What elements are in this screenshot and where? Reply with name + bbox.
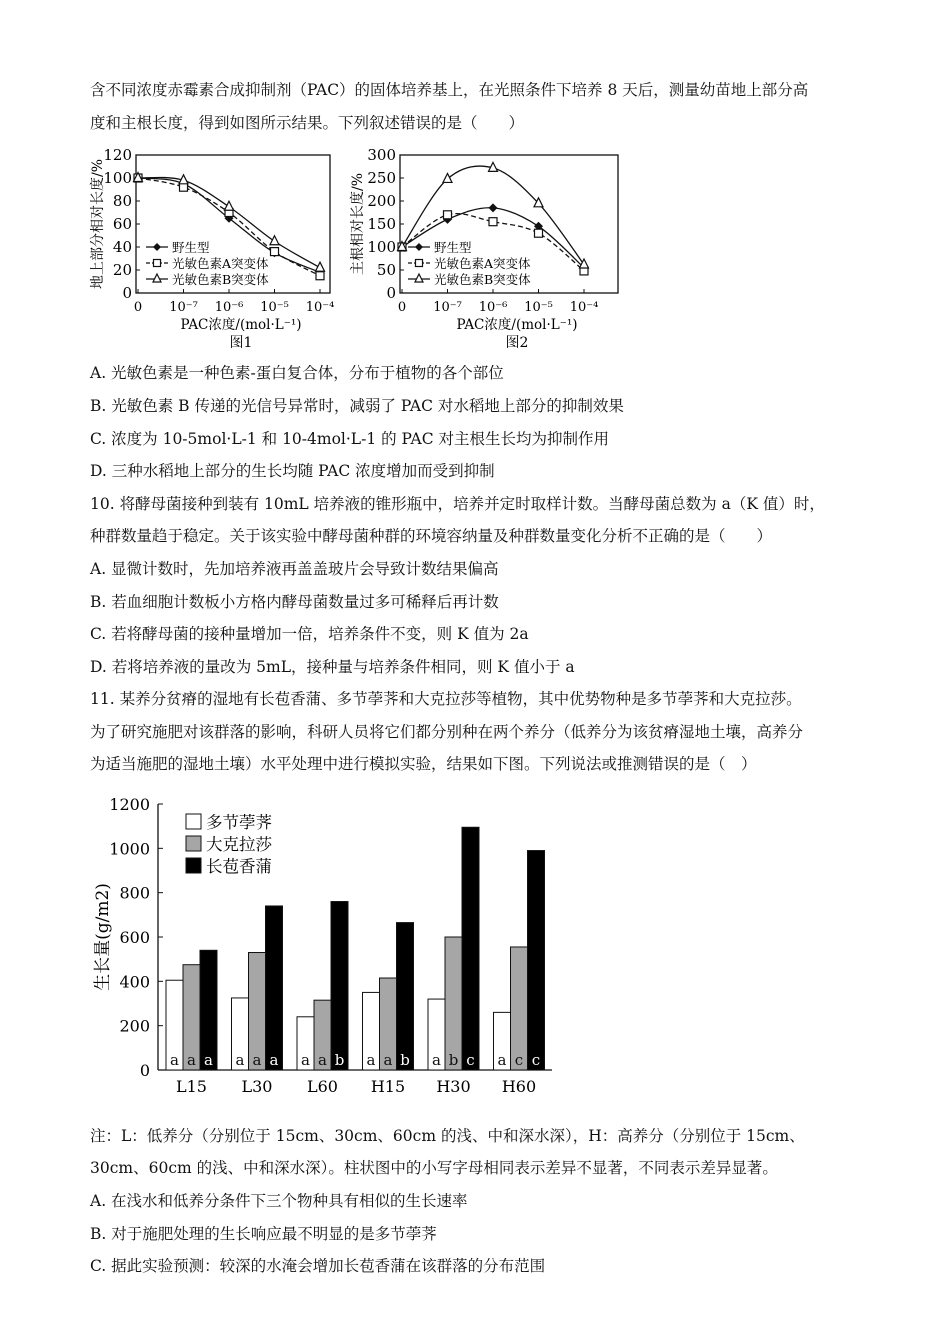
x-tick-label: 10⁻⁷ <box>433 300 462 315</box>
legend-label: 野生型 <box>434 240 472 255</box>
question-10: 10. 将酵母菌接种到装有 10mL 培养液的锥形瓶中，培养并定时取样计数。当酵母菌总数为 a（K 值）时， <box>90 495 825 513</box>
significance-letter: a <box>235 1051 245 1069</box>
option-b: B. 对于施肥处理的生长响应最不明显的是多节荸荠 <box>90 1225 437 1243</box>
text-line: 含不同浓度赤霉素合成抑制剂（PAC）的固体培养基上，在光照条件下培养 8 天后，测量幼苗地上部分高 <box>90 81 809 99</box>
note: 30cm、60cm 的浅、中和深水深）。柱状图中的小写字母相同表示差异不显著，不同表示差异显著。 <box>90 1159 778 1177</box>
significance-letter: a <box>301 1051 310 1069</box>
y-tick-label: 800 <box>119 883 150 903</box>
significance-letter: a <box>497 1051 507 1069</box>
y-tick-label: 50 <box>376 261 396 279</box>
data-point <box>316 262 325 271</box>
question-11: 11. 某养分贫瘠的湿地有长苞香蒲、多节荸荠和大克拉莎等植物，其中优势物种是多节荸荠和大克拉莎。 <box>90 690 802 708</box>
data-point <box>489 218 497 226</box>
significance-letter: a <box>170 1051 179 1069</box>
x-tick-label: H15 <box>370 1077 406 1096</box>
y-tick-label: 100 <box>103 169 132 187</box>
y-tick-label: 1000 <box>109 839 150 859</box>
significance-letter: a <box>269 1051 279 1069</box>
option-d: D. 三种水稻地上部分的生长均随 PAC 浓度增加而受到抑制 <box>90 462 495 480</box>
data-point <box>153 274 161 282</box>
x-tick-label: H60 <box>501 1077 537 1096</box>
data-point <box>415 243 423 251</box>
x-tick-label: 10⁻⁴ <box>569 300 599 315</box>
legend-swatch <box>186 858 201 873</box>
bar-chart <box>90 788 570 1108</box>
significance-letter: c <box>514 1051 524 1069</box>
option-a: A. 光敏色素是一种色素-蛋白复合体，分布于植物的各个部位 <box>90 364 504 382</box>
significance-letter: a <box>204 1051 213 1069</box>
y-tick-label: 0 <box>122 284 132 302</box>
x-tick-label: 10⁻⁴ <box>305 300 335 315</box>
y-tick-label: 150 <box>367 215 396 233</box>
x-tick-label: L15 <box>176 1077 207 1096</box>
legend-label: 光敏色素A突变体 <box>172 256 269 271</box>
y-tick-label: 400 <box>119 972 150 992</box>
significance-letter: c <box>531 1051 541 1069</box>
y-axis-title: 生长量(g/m2) <box>93 883 113 991</box>
significance-letter: a <box>366 1051 376 1069</box>
data-point <box>270 236 279 245</box>
legend-label: 光敏色素A突变体 <box>434 256 531 271</box>
data-point <box>443 173 452 182</box>
y-axis-title: 主根相对长度/% <box>350 172 366 276</box>
significance-letter: a <box>318 1051 327 1069</box>
legend-swatch <box>186 814 201 829</box>
legend-label: 大克拉莎 <box>206 835 272 854</box>
bar <box>397 923 414 1070</box>
text-line: 为了研究施肥对该群落的影响，科研人员将它们都分别种在两个养分（低养分为该贫瘠湿地土壤，高养分 <box>90 723 804 741</box>
x-tick-label: 0 <box>133 300 143 315</box>
x-tick-label: 10⁻⁵ <box>524 300 553 315</box>
y-tick-label: 120 <box>103 146 132 164</box>
chart-title: 图1 <box>229 335 253 351</box>
x-tick-label: 10⁻⁶ <box>214 300 244 315</box>
y-tick-label: 20 <box>112 261 132 279</box>
option-c: C. 若将酵母菌的接种量增加一倍，培养条件不变，则 K 值为 2a <box>90 625 529 643</box>
y-tick-label: 100 <box>367 238 396 256</box>
y-tick-label: 250 <box>367 169 396 187</box>
text-line: 为适当施肥的湿地土壤）水平处理中进行模拟实验，结果如下图。下列说法或推测错误的是（ ） <box>90 755 757 773</box>
data-point <box>316 272 324 280</box>
x-tick-label: 0 <box>397 300 407 315</box>
y-tick-label: 0 <box>386 284 396 302</box>
legend-label: 长苞香蒲 <box>206 857 272 876</box>
y-tick-label: 200 <box>367 192 396 210</box>
significance-letter: b <box>400 1051 410 1069</box>
legend-label: 多节荸荠 <box>206 813 272 832</box>
x-tick-label: 10⁻⁵ <box>260 300 289 315</box>
data-point <box>153 243 161 251</box>
y-tick-label: 60 <box>112 215 132 233</box>
line-chart-fig1 <box>88 143 338 353</box>
significance-letter: a <box>252 1051 262 1069</box>
series-line <box>402 166 584 264</box>
data-point <box>416 260 423 267</box>
option-c: C. 浓度为 10-5mol·L-1 和 10-4mol·L-1 的 PAC 对主根生长均为抑制作用 <box>90 430 610 448</box>
significance-letter: a <box>187 1051 196 1069</box>
option-b: B. 若血细胞计数板小方格内酵母菌数量过多可稀释后再计数 <box>90 593 499 611</box>
data-point <box>444 211 452 219</box>
option-c: C. 据此实验预测：较深的水淹会增加长苞香蒲在该群落的分布范围 <box>90 1257 546 1275</box>
legend-swatch <box>186 836 201 851</box>
option-d: D. 若将培养液的量改为 5mL，接种量与培养条件相同，则 K 值小于 a <box>90 658 575 676</box>
data-point <box>271 248 279 256</box>
y-tick-label: 80 <box>112 192 132 210</box>
legend-label: 光敏色素B突变体 <box>172 272 269 287</box>
y-tick-label: 600 <box>119 928 150 947</box>
x-axis-title: PAC浓度/(mol·L⁻¹) <box>180 317 302 333</box>
bar <box>462 827 479 1070</box>
bar <box>266 906 283 1070</box>
significance-letter: b <box>448 1051 459 1069</box>
data-point <box>489 203 498 212</box>
significance-letter: a <box>383 1051 393 1069</box>
option-b: B. 光敏色素 B 传递的光信号异常时，减弱了 PAC 对水稻地上部分的抑制效果 <box>90 397 624 415</box>
option-a: A. 显微计数时，先加培养液再盖盖玻片会导致计数结果偏高 <box>90 560 499 578</box>
x-tick-label: L30 <box>241 1077 273 1096</box>
y-tick-label: 200 <box>119 1016 150 1036</box>
bar <box>528 851 545 1070</box>
line-chart-fig2 <box>348 143 628 353</box>
x-tick-label: 10⁻⁶ <box>478 300 508 315</box>
x-tick-label: L60 <box>307 1077 338 1096</box>
x-axis-title: PAC浓度/(mol·L⁻¹) <box>456 317 578 333</box>
bar <box>331 902 348 1070</box>
data-point <box>535 229 543 237</box>
data-point <box>154 260 161 267</box>
significance-letter: b <box>334 1051 345 1069</box>
legend-label: 光敏色素B突变体 <box>434 272 531 287</box>
chart-title: 图2 <box>505 335 529 351</box>
x-tick-label: H30 <box>436 1077 471 1096</box>
legend-label: 野生型 <box>172 240 210 255</box>
x-tick-label: 10⁻⁷ <box>169 300 198 315</box>
y-axis-title: 地上部分相对长度/% <box>90 158 106 290</box>
significance-letter: a <box>432 1051 441 1069</box>
significance-letter: c <box>466 1051 475 1069</box>
y-tick-label: 0 <box>139 1061 150 1080</box>
data-point <box>415 274 423 282</box>
y-tick-label: 40 <box>112 238 132 256</box>
y-tick-label: 1200 <box>109 795 150 814</box>
text-line: 度和主根长度，得到如图所示结果。下列叙述错误的是（ ） <box>90 114 525 132</box>
option-a: A. 在浅水和低养分条件下三个物种具有相似的生长速率 <box>90 1192 468 1210</box>
data-point <box>225 201 234 210</box>
note: 注：L：低养分（分别位于 15cm、30cm、60cm 的浅、中和深水深），H：高养分（分别位于 15cm、 <box>90 1127 805 1145</box>
text-line: 种群数量趋于稳定。关于该实验中酵母菌种群的环境容纳量及种群数量变化分析不正确的是（ ） <box>90 527 773 545</box>
y-tick-label: 300 <box>367 146 396 164</box>
